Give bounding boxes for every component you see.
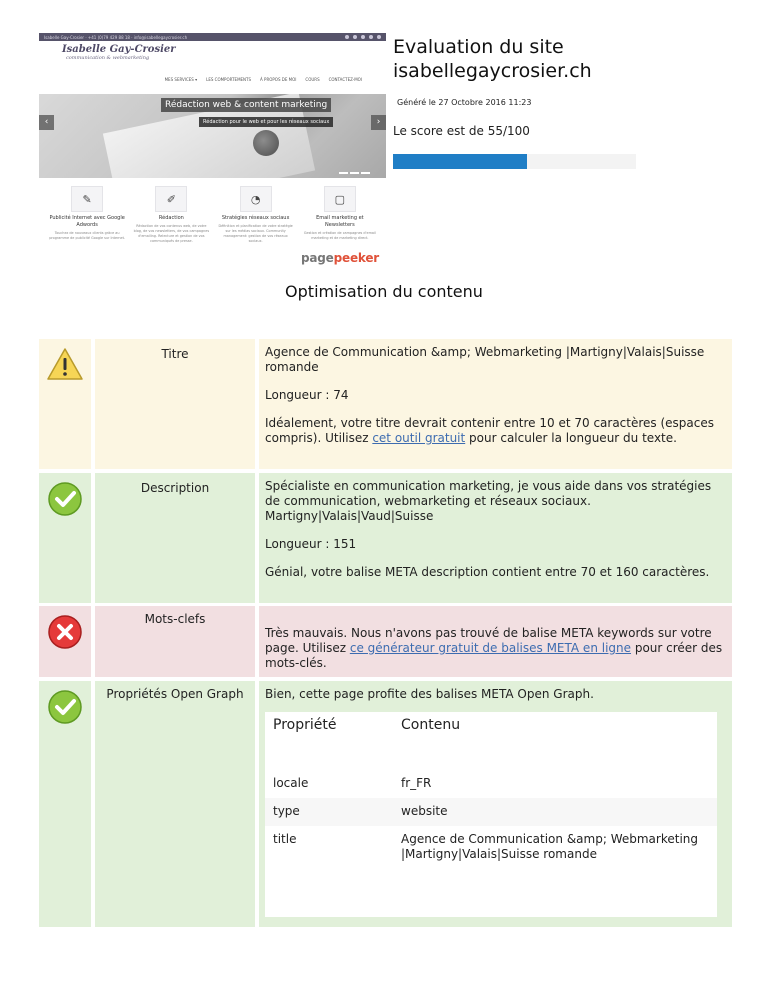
- thumbnail-nav-item: À PROPOS DE MOI: [260, 77, 297, 82]
- opengraph-intro: Bien, cette page profite des balises META Open Graph.: [265, 687, 594, 701]
- slider-dots: [339, 172, 370, 174]
- row-status-cell: [39, 473, 91, 603]
- service-name: Publicité Internet avec Google Adwords: [49, 215, 125, 228]
- thumbnail-nav-item: LES COMPORTEMENTS: [206, 77, 252, 82]
- page-title: Evaluation du site isabellegaycrosier.ch: [393, 36, 592, 82]
- thumbnail-services: [39, 178, 386, 244]
- thumbnail-hero: [39, 94, 386, 178]
- thumbnail-contact: Isabelle Gay-Crosier · +41 (0)79 429 88 18 · info@isabellegaycrosier.ch: [44, 34, 188, 40]
- og-property: locale: [273, 776, 309, 790]
- hero-subtitle: Rédaction pour le web et pour les réseaux sociaux: [199, 117, 333, 127]
- title-length: Longueur : 74: [265, 388, 349, 402]
- row-label: Mots-clefs: [95, 606, 255, 677]
- service-name: Stratégies réseaux sociaux: [221, 215, 290, 221]
- service-card: [302, 186, 378, 244]
- row-description: [39, 473, 732, 603]
- og-content: fr_FR: [401, 776, 432, 790]
- dashboard-icon: ◔: [240, 186, 272, 212]
- row-content: [259, 681, 732, 927]
- error-icon: [47, 614, 83, 650]
- description-advice: Génial, votre balise META description contient entre 70 et 160 caractères.: [265, 565, 710, 579]
- service-desc: Rédaction de vos contenus web, de votre blog, de vos newsletters, de vos campagnes d'emailing. Relecture et gestion de vos communiqués de presse.: [133, 224, 210, 243]
- row-opengraph: [39, 681, 732, 927]
- row-status-cell: [39, 339, 91, 469]
- magic-wand-icon: ✎: [71, 186, 103, 212]
- thumbnail-nav: [39, 71, 386, 88]
- table-header: [265, 712, 717, 770]
- og-content: website: [401, 804, 448, 818]
- chevron-left-icon: ‹: [39, 115, 54, 130]
- row-label: Description: [95, 473, 255, 603]
- table-row: [265, 826, 717, 869]
- section-title: Optimisation du contenu: [285, 282, 483, 301]
- hero-title: Rédaction web & content marketing: [161, 98, 331, 112]
- keywords-advice: Très mauvais. Nous n'avons pas trouvé de balise META keywords sur votre page. Utilisez ce générateur gratuit de balises META en ligne pour créer des mots-clés.: [265, 626, 723, 670]
- service-card: [49, 186, 125, 244]
- column-header-content: Contenu: [401, 717, 461, 733]
- score-bar-fill: [393, 154, 527, 169]
- column-header-property: Propriété: [273, 717, 337, 733]
- table-row: [265, 770, 717, 798]
- check-icon: [47, 689, 83, 725]
- table-row: [265, 798, 717, 826]
- title-value: Agence de Communication &amp; Webmarketing |Martigny|Valais|Suisse romande: [265, 345, 705, 374]
- title-length-tool-link[interactable]: cet outil gratuit: [372, 431, 466, 445]
- row-label: Titre: [95, 339, 255, 469]
- thumbnail-nav-item: MES SERVICES ▾: [164, 77, 198, 82]
- row-titre: [39, 339, 732, 469]
- hero-seal-image: [253, 130, 279, 156]
- tablet-icon: ▢: [324, 186, 356, 212]
- description-length: Longueur : 151: [265, 537, 357, 551]
- check-icon: [47, 481, 83, 517]
- service-desc: Touchez de nouveaux clients grâce au programme de publicité Google sur Internet.: [49, 231, 126, 240]
- generated-date: Généré le 27 Octobre 2016 11:23: [397, 98, 532, 107]
- service-desc: Définition et planification de votre stratégie sur les médias sociaux. Community management: gestion de vos réseaux sociaux.: [218, 224, 293, 243]
- thumbnail-nav-item: COURS: [305, 77, 320, 82]
- chevron-right-icon: ›: [371, 115, 386, 130]
- title-advice: Idéalement, votre titre devrait contenir entre 10 et 70 caractères (espaces compris). Utilisez cet outil gratuit pour calculer la longueur du texte.: [265, 416, 715, 445]
- row-label: Propriétés Open Graph: [95, 681, 255, 927]
- warning-icon: [46, 347, 84, 381]
- score-text: Le score est de 55/100: [393, 124, 530, 138]
- thumbnail-tagline: communication & webmarketing: [66, 55, 150, 61]
- thumbnail-brand: [39, 41, 386, 71]
- thumbnail-logo: Isabelle Gay-Crosier: [62, 44, 176, 55]
- og-content: Agence de Communication &amp; Webmarketing |Martigny|Valais|Suisse romande: [401, 832, 698, 861]
- row-content: [259, 339, 732, 469]
- service-desc: Gestion et création de campagnes d'email marketing et de marketing direct.: [303, 231, 376, 240]
- og-property: title: [273, 832, 297, 846]
- row-content: [259, 606, 732, 677]
- service-card: [218, 186, 294, 244]
- social-icons: [345, 35, 381, 39]
- og-property: type: [273, 804, 300, 818]
- service-card: [133, 186, 209, 244]
- opengraph-table: [265, 712, 717, 917]
- thumbnail-nav-item: CONTACTEZ-MOI: [328, 77, 362, 82]
- row-status-cell: [39, 681, 91, 927]
- thumbnail-topbar: [39, 33, 386, 41]
- description-value: Spécialiste en communication marketing, je vous aide dans vos stratégies de communication, webmarketing et réseaux sociaux. Martigny|Valais|Vaud|Suisse: [265, 479, 712, 523]
- edit-icon: ✐: [155, 186, 187, 212]
- service-name: Email marketing et Newsletters: [316, 215, 364, 228]
- score-bar: [393, 154, 636, 169]
- meta-generator-link[interactable]: ce générateur gratuit de balises META en ligne: [349, 641, 632, 655]
- service-name: Rédaction: [158, 215, 184, 221]
- row-content: [259, 473, 732, 603]
- row-keywords: [39, 606, 732, 677]
- row-status-cell: [39, 606, 91, 677]
- pagepeeker-logo: pagepeeker: [300, 251, 379, 265]
- website-thumbnail: [39, 33, 386, 269]
